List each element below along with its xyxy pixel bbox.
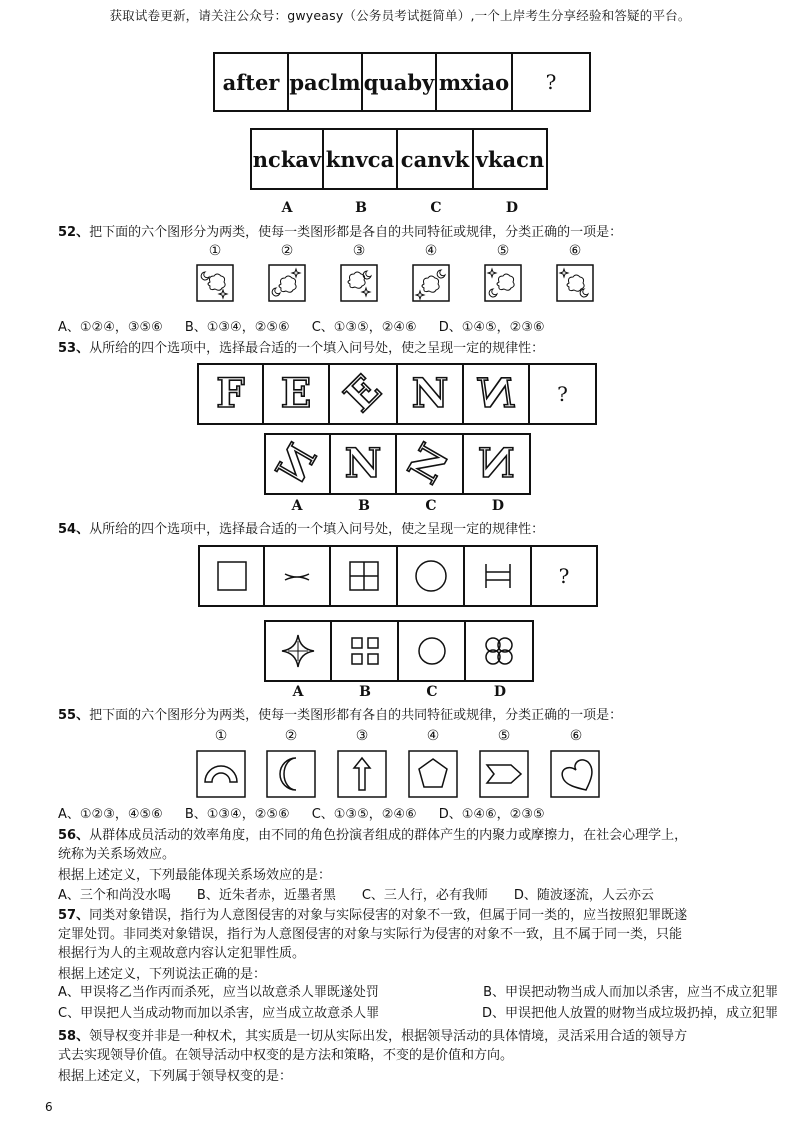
four-point-star-figure [278, 631, 318, 671]
q53-option-a-box: N [264, 433, 331, 495]
q55-figure-4 [408, 750, 458, 798]
q52-num-1: ① [208, 243, 222, 259]
q55-figure-2 [266, 750, 316, 798]
q54-option-c-box [399, 620, 466, 682]
q53-box-4: N [398, 363, 464, 425]
q55-num-6: ⑥ [569, 728, 583, 744]
q52-choices [58, 318, 545, 337]
q51-label-b: B [355, 200, 367, 216]
q56-choice-a[interactable]: A、三个和尚没水喝 [58, 888, 171, 903]
q56-choices [58, 886, 654, 905]
q51-box-1: after [213, 52, 289, 112]
q53-box-5: N [464, 363, 530, 425]
q54-question-row [198, 545, 598, 607]
q54-stem: 54、从所给的四个选项中，选择最合适的一个填入问号处，使之呈现一定的规律性： [58, 522, 545, 537]
q54-label-b: B [359, 684, 371, 700]
q53-box-1: F [197, 363, 264, 425]
q56-choice-b[interactable]: B、近朱者赤，近墨者黑 [196, 888, 336, 903]
q52-choice-b[interactable]: B、①③④，②⑤⑥ [184, 320, 290, 335]
q53-option-b-box: N [331, 433, 397, 495]
q53-label-a: A [291, 498, 303, 514]
q51-label-a: A [281, 200, 293, 216]
q53-options-row [264, 433, 531, 495]
q55-num-2: ② [284, 728, 298, 744]
q51-option-a-box: nckav [250, 128, 324, 190]
q52-figure-6 [556, 264, 594, 302]
q52-choice-d[interactable]: D、①④⑤，②③⑥ [438, 320, 545, 335]
q56-prompt: 根据上述定义，下列最能体现关系场效应的是： [58, 868, 332, 883]
q55-stem: 55、把下面的六个图形分为两类，使每一类图形都有各自的共同特征或规律，分类正确的一项是： [58, 708, 623, 723]
q58-prompt: 根据上述定义，下列属于领导权变的是： [58, 1069, 293, 1084]
q54-label-d: D [493, 684, 507, 700]
q53-label-c: C [425, 498, 437, 514]
q55-figure-1 [196, 750, 246, 798]
q53-box-3: E [330, 363, 398, 425]
q57-choices [58, 983, 778, 1023]
q51-option-c-box: canvk [398, 128, 474, 190]
h-shape-figure [478, 556, 518, 596]
q54-options-row [264, 620, 534, 682]
q52-num-3: ③ [352, 243, 366, 259]
q53-stem: 53、从所给的四个选项中，选择最合适的一个填入问号处，使之呈现一定的规律性： [58, 341, 545, 356]
four-square-grid-figure [344, 556, 384, 596]
q51-box-2: paclm [289, 52, 363, 112]
four-small-squares-figure [345, 631, 385, 671]
q55-num-1: ① [214, 728, 228, 744]
q55-num-4: ④ [426, 728, 440, 744]
q56-choice-d[interactable]: D、随波逐流，人云亦云 [513, 888, 654, 903]
q51-options-row [250, 128, 548, 190]
q52-choice-a[interactable]: A、①②④，③⑤⑥ [58, 320, 163, 335]
q54-box-3 [331, 545, 398, 607]
q52-figure-2 [268, 264, 306, 302]
q53-option-c-box: N [397, 433, 464, 495]
q54-box-1 [198, 545, 265, 607]
q51-option-d-box: vkacn [474, 128, 548, 190]
q55-num-3: ③ [355, 728, 369, 744]
q53-option-d-box: N [464, 433, 531, 495]
q56-stem: 56、从群体成员活动的效率角度，由不同的角色扮演者组成的群体产生的内聚力或摩擦力，在社会心理学上， 统称为关系场效应。 根据上述定义，下列最能体现关系场效应的是： [58, 826, 758, 885]
q57-choice-a[interactable]: A、甲误将乙当作丙而杀死，应当以故意杀人罪既遂处罚 [58, 985, 379, 1000]
q52-figure-4 [412, 264, 450, 302]
q54-box-5 [465, 545, 532, 607]
q52-num-4: ④ [424, 243, 438, 259]
q51-box-4: mxiao [437, 52, 513, 112]
q54-option-d-box [466, 620, 534, 682]
q55-figure-3 [337, 750, 387, 798]
q54-box-4 [398, 545, 465, 607]
q55-choice-a[interactable]: A、①②③，④⑤⑥ [58, 807, 163, 822]
q53-question-row [197, 363, 597, 425]
q54-box-question: ? [532, 545, 598, 607]
q51-option-b-box: knvca [324, 128, 398, 190]
q55-choice-b[interactable]: B、①③④，②⑤⑥ [184, 807, 290, 822]
q53-box-question: ? [530, 363, 597, 425]
q53-label-b: B [358, 498, 370, 514]
q57-choice-c[interactable]: C、甲误把人当成动物而加以杀害，应当成立故意杀人罪 [58, 1006, 380, 1021]
curved-lines-figure [277, 556, 317, 596]
q55-choice-c[interactable]: C、①③⑤，②④⑥ [311, 807, 417, 822]
q54-option-b-box [332, 620, 399, 682]
q51-question-row [213, 52, 591, 112]
q55-choices [58, 805, 545, 824]
q52-figure-1 [196, 264, 234, 302]
q55-choice-d[interactable]: D、①④⑥，②③⑤ [438, 807, 545, 822]
q52-figure-3 [340, 264, 378, 302]
q51-box-3: quaby [363, 52, 437, 112]
q51-label-d: D [505, 200, 519, 216]
q54-box-2 [265, 545, 331, 607]
q54-label-a: A [292, 684, 304, 700]
q52-choice-c[interactable]: C、①③⑤，②④⑥ [311, 320, 417, 335]
square-figure [212, 556, 252, 596]
q55-figure-6 [550, 750, 600, 798]
q52-figure-5 [484, 264, 522, 302]
page-header: 获取试卷更新，请关注公众号：gwyeasy（公务员考试挺简单）,一个上岸考生分享经验和答疑的平台。 [109, 8, 691, 23]
q53-box-2: E [264, 363, 330, 425]
circle-figure [411, 556, 451, 596]
q52-stem: 52、把下面的六个图形分为两类，使每一类图形都是各自的共同特征或规律，分类正确的一项是： [58, 225, 623, 240]
q55-num-5: ⑤ [497, 728, 511, 744]
page-number: 6 [45, 1100, 53, 1114]
q54-label-c: C [426, 684, 438, 700]
q57-choice-d[interactable]: D、甲误把他人放置的财物当成垃圾扔掉，成立犯罪 [481, 1006, 778, 1021]
q56-choice-c[interactable]: C、三人行，必有我师 [361, 888, 488, 903]
q52-num-6: ⑥ [568, 243, 582, 259]
q57-stem: 57、同类对象错误，指行为人意图侵害的对象与实际侵害的对象不一致，但属于同一类的，应当按照犯罪既遂 定罪处罚。非同类对象错误，指行为人意图侵害的对象与实际行为侵害的对象不一致，且不属于同一类，只能 根据行为人的主观故意内容认定犯罪性质。 根据上述定义，下列说法正确的是： [58, 906, 778, 984]
q52-num-5: ⑤ [496, 243, 510, 259]
q52-num-2: ② [280, 243, 294, 259]
circle-figure [412, 631, 452, 671]
q53-label-d: D [491, 498, 505, 514]
q57-choice-b[interactable]: B、甲误把动物当成人而加以杀害，应当不成立犯罪 [483, 985, 778, 1000]
four-circles-figure [479, 631, 519, 671]
q58-stem: 58、领导权变并非是一种权术，其实质是一切从实际出发，根据领导活动的具体情境，灵活采用合适的领导方 式去实现领导价值。在领导活动中权变的是方法和策略，不变的是价值和方向。 根据上述定义，下列属于领导权变的是： [58, 1027, 778, 1086]
q51-box-question: ? [513, 52, 591, 112]
q51-label-c: C [430, 200, 442, 216]
q55-figure-5 [479, 750, 529, 798]
q57-prompt: 根据上述定义，下列说法正确的是： [58, 967, 267, 982]
q54-option-a-box [264, 620, 332, 682]
